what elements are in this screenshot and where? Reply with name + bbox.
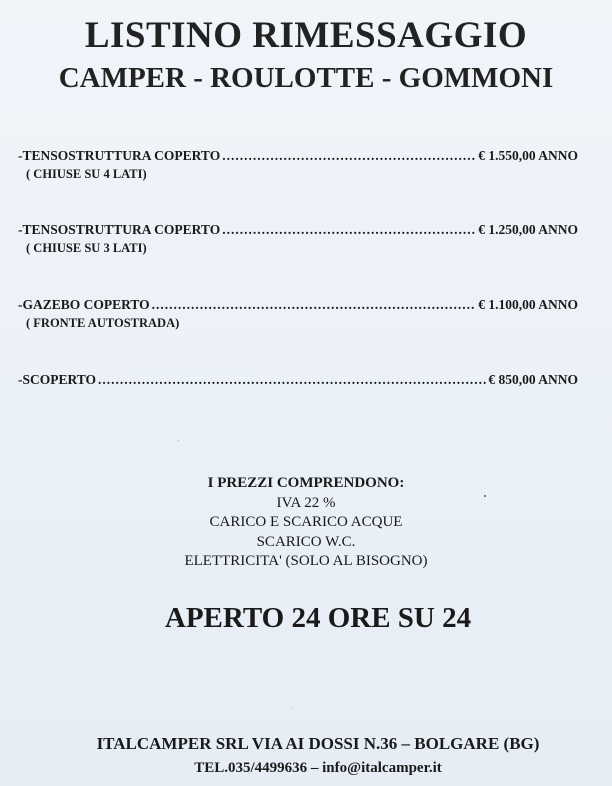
included-line: IVA 22 %	[276, 494, 336, 511]
dot-leader	[222, 222, 476, 238]
scan-speck	[484, 495, 486, 497]
item-name: -SCOPERTO	[18, 372, 97, 387]
scan-speck	[178, 440, 179, 441]
dot-leader	[222, 148, 476, 164]
item-name: -TENSOSTRUTTURA COPERTO	[18, 222, 221, 237]
price-item	[18, 297, 578, 331]
item-price: € 1.250,00 ANNO	[478, 222, 578, 237]
item-name: -GAZEBO COPERTO	[18, 297, 150, 312]
item-note: ( CHIUSE SU 4 LATI)	[26, 167, 147, 181]
company-address: ITALCAMPER SRL VIA AI DOSSI N.36 – BOLGARE (BG)	[96, 734, 540, 753]
included-line: SCARICO W.C.	[256, 533, 356, 550]
included-line: ELETTRICITA' (SOLO AL BISOGNO)	[184, 553, 428, 569]
included-services	[0, 474, 612, 572]
document-subtitle: CAMPER - ROULOTTE - GOMMONI	[58, 62, 554, 94]
item-name: -TENSOSTRUTTURA COPERTO	[18, 148, 221, 163]
dot-leader	[98, 372, 486, 388]
document-title: LISTINO RIMESSAGGIO	[84, 15, 528, 56]
opening-hours: APERTO 24 ORE SU 24	[164, 602, 472, 634]
included-line: CARICO E SCARICO ACQUE	[209, 514, 403, 530]
item-price: € 1.100,00 ANNO	[478, 297, 578, 312]
item-price: € 850,00 ANNO	[488, 372, 578, 387]
company-contact: TEL.035/4499636 – info@italcamper.it	[194, 760, 442, 776]
item-note: ( FRONTE AUTOSTRADA)	[26, 316, 180, 330]
price-item	[18, 222, 578, 256]
item-price: € 1.550,00 ANNO	[478, 148, 578, 163]
price-item	[18, 372, 578, 388]
dot-leader	[152, 297, 477, 313]
included-title: I PREZZI COMPRENDONO:	[207, 475, 405, 491]
scan-speck	[291, 708, 292, 709]
item-note: ( CHIUSE SU 3 LATI)	[26, 241, 147, 255]
price-item	[18, 148, 578, 182]
